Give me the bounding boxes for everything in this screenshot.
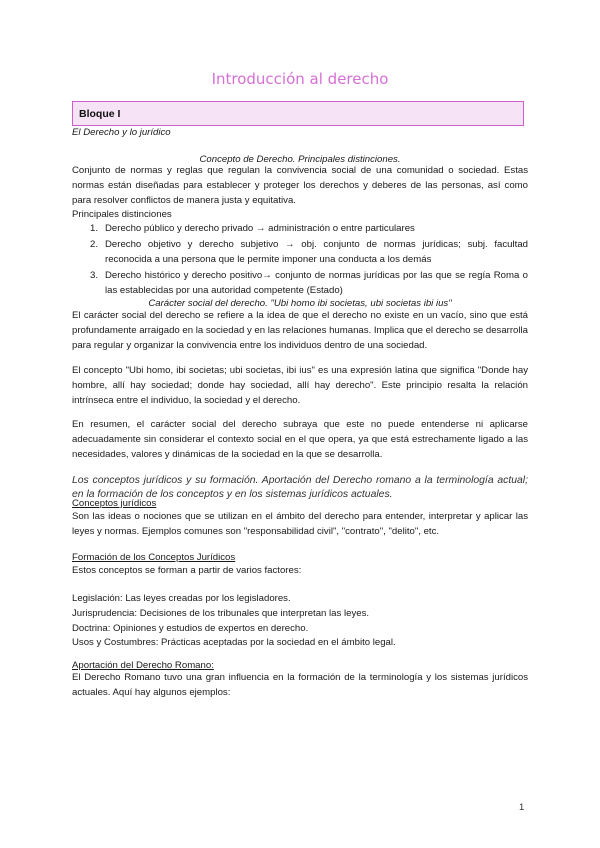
factors-list (72, 592, 528, 651)
section3-subheading-formation: Formación de los Conceptos Jurídicos (72, 552, 236, 563)
document-title: Introducción al derecho (211, 70, 389, 88)
section3-heading: Los conceptos jurídicos y su formación. Aportación del Derecho romano a la terminología actual; en la formación de los conceptos y en los sistemas jurídicos actuales. (72, 475, 528, 500)
list-item: Doctrina: Opiniones y estudios de expertos en derecho. (72, 622, 309, 634)
page-number: 1 (519, 802, 525, 813)
list-item: Legislación: Las leyes creadas por los legisladores. (72, 593, 291, 604)
list-item-number: 2. (90, 239, 99, 251)
section3-paragraph-1: Son las ideas o nociones que se utilizan en el ámbito del derecho para entender, interpretar y aplicar las leyes y normas. Ejemplos comunes son "responsabilidad civil", "contrato", "delito", etc. (72, 511, 528, 537)
distinctions-list (72, 222, 528, 300)
section1-heading: Concepto de Derecho. Principales distinciones. (199, 154, 401, 165)
distinctions-label: Principales distinciones (72, 209, 172, 220)
list-item-text: Derecho público y derecho privado → administración o entre particulares (105, 223, 415, 234)
section2-paragraph-3: En resumen, el carácter social del derecho subraya que este no puede entenderse ni aplicarse adecuadamente sin considerar el contexto social en el que opera, ya que está estrechamente ligado a las necesidades, valores y dinámicas de la sociedad en la que se desarrolla. (72, 419, 528, 460)
section3-paragraph-2: Estos conceptos se forman a partir de varios factores: (72, 565, 302, 576)
list-item-text: Derecho objetivo y derecho subjetivo → obj. conjunto de normas jurídicas; subj. facultad reconocida a una persona que le permite imponer una conducta a los demás (105, 239, 528, 266)
section2-paragraph-1: El carácter social del derecho se refiere a la idea de que el derecho no existe en un vacío, sino que está profundamente arraigado en la sociedad y en las relaciones humanas. Implica que el derecho se desarrolla para regular y organizar la convivencia entre los individuos dentro de una sociedad. (72, 310, 528, 351)
list-item: Usos y Costumbres: Prácticas aceptadas por la sociedad en el ámbito legal. (72, 637, 396, 649)
section3-subheading-concepts: Conceptos jurídicos (72, 498, 157, 509)
list-item-number: 3. (90, 270, 99, 282)
subtitle: El Derecho y lo jurídico (72, 127, 171, 138)
section2-paragraph-2: El concepto "Ubi homo, ibi societas; ubi societas, ibi ius" es una expresión latina que significa "Donde hay hombre, allí hay sociedad; donde hay sociedad, allí hay derecho". Este principio resalta la relación intrínseca entre el individuo, la sociedad y el derecho. (72, 365, 528, 406)
list-item (72, 269, 528, 299)
section1-paragraph: Conjunto de normas y reglas que regulan la convivencia social de una comunidad o sociedad. Estas normas están diseñadas para establecer y proteger los derechos y deberes de las personas, así como para resolver conflictos de manera justa y equitativa. (72, 165, 528, 206)
bloque-label: Bloque I (79, 108, 121, 120)
section3-paragraph-3: El Derecho Romano tuvo una gran influencia en la formación de la terminología y los sistemas jurídicos actuales. Aquí hay algunos ejemplos: (72, 672, 528, 698)
list-item (72, 222, 528, 237)
list-item: Jurisprudencia: Decisiones de los tribunales que interpretan las leyes. (72, 607, 370, 619)
section3-subheading-roman: Aportación del Derecho Romano: (72, 660, 214, 671)
list-item (72, 238, 528, 268)
bloque-header-box (72, 101, 524, 126)
list-item-number: 1. (90, 223, 99, 234)
list-item-text: Derecho histórico y derecho positivo→ conjunto de normas jurídicas por las que se regía Roma o las establecidas por una autoridad competente (Estado) (105, 270, 528, 297)
section2-heading: Carácter social del derecho. "Ubi homo ibi societas, ubi societas ibi ius" (148, 298, 452, 309)
